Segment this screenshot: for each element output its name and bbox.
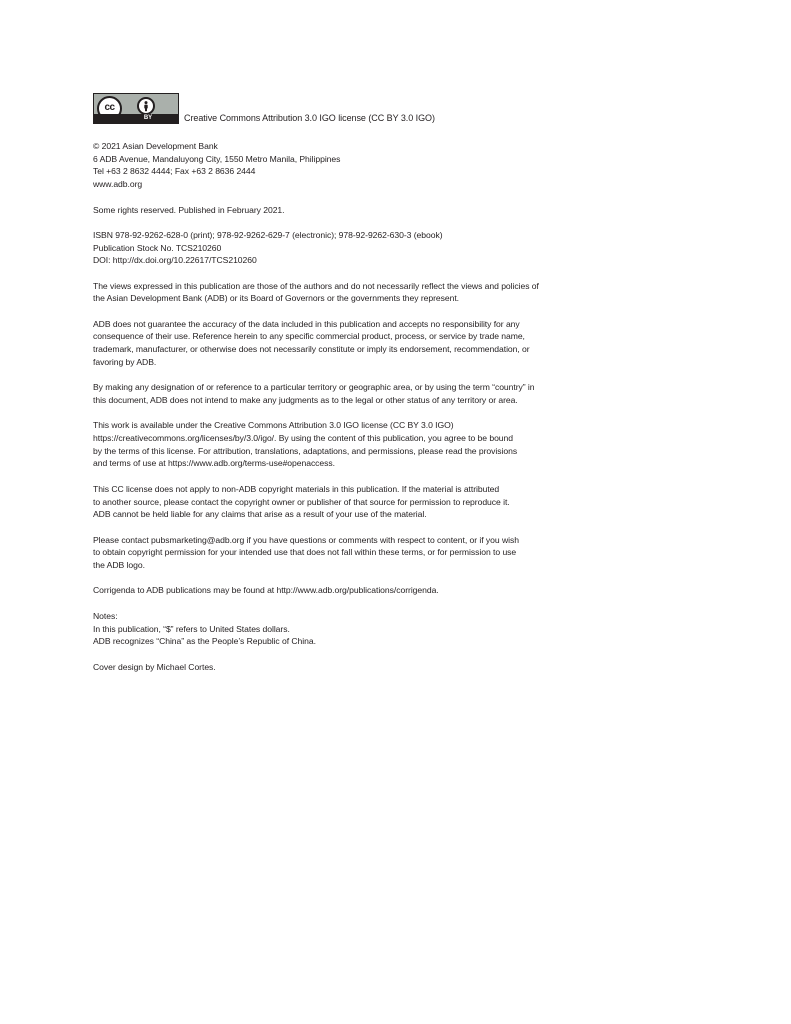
text-line: Please contact pubsmarketing@adb.org if you have questions or comments with respect to content, or if you wish [93, 534, 519, 545]
text-line: The views expressed in this publication are those of the authors and do not necessarily reflect the views and policies of [93, 280, 539, 291]
badge-bottom-band [94, 114, 178, 123]
isbn-block [93, 229, 613, 267]
text-line: by the terms of this license. For attribution, translations, adaptations, and permissions, please read the provisions [93, 445, 518, 456]
copyright-page [93, 93, 613, 686]
cc-license-notice [93, 483, 613, 521]
corrigenda-notice [93, 584, 613, 597]
text-line: this document, ADB does not intend to make any judgments as to the legal or other status of any territory or area. [93, 394, 518, 405]
text-line: consequence of their use. Reference herein to any specific commercial product, process, or service by trade name, [93, 331, 525, 342]
designation-disclaimer [93, 381, 613, 406]
copyright-line: © 2021 Asian Development Bank [93, 141, 218, 151]
text-line: This work is available under the Creative Commons Attribution 3.0 IGO license (CC BY 3.0 IGO) [93, 420, 454, 431]
rights-line: Some rights reserved. Published in February 2021. [93, 204, 285, 215]
attribution-person-icon [137, 97, 155, 115]
note-item: ADB recognizes “China” as the People’s Republic of China. [93, 636, 316, 647]
text-line: to obtain copyright permission for your intended use that does not fall within these terms, or for permission to use [93, 547, 517, 558]
text-line: Corrigenda to ADB publications may be found at http://www.adb.org/publications/corrigenda. [93, 585, 439, 596]
text-line: https://creativecommons.org/licenses/by/3.0/igo/. By using the content of this publication, you agree to be bound [93, 433, 513, 444]
by-badge-text: BY [143, 115, 153, 121]
text-line: favoring by ADB. [93, 356, 157, 367]
license-row [93, 93, 613, 124]
stock-number-line: Publication Stock No. TCS210260 [93, 242, 222, 253]
address-line: 6 ADB Avenue, Mandaluyong City, 1550 Metro Manila, Philippines [93, 153, 341, 164]
doi-line: DOI: http://dx.doi.org/10.22617/TCS210260 [93, 255, 257, 266]
cc-by-license-badge [93, 93, 179, 124]
availability-notice [93, 419, 613, 470]
isbn-line: ISBN 978-92-9262-628-0 (print); 978-92-9262-629-7 (electronic); 978-92-9262-630-3 (ebook) [93, 229, 443, 240]
text-line: the ADB logo. [93, 560, 145, 571]
guarantee-disclaimer [93, 318, 613, 369]
note-item: In this publication, “$” refers to United States dollars. [93, 623, 290, 634]
cover-credit [93, 661, 613, 674]
cc-badge-text: cc [104, 102, 115, 114]
text-line: trademark, manufacturer, or otherwise does not necessarily constitute or imply its endorsement, recommendation, or [93, 344, 530, 355]
text-line: ADB does not guarantee the accuracy of the data included in this publication and accepts no responsibility for any [93, 318, 520, 329]
publisher-block [93, 140, 613, 191]
text-line: By making any designation of or reference to a particular territory or geographic area, or by using the term “country” in [93, 382, 535, 393]
views-disclaimer [93, 280, 613, 305]
notes-block [93, 610, 613, 648]
phone-line: Tel +63 2 8632 4444; Fax +63 2 8636 2444 [93, 166, 256, 177]
text-line: and terms of use at https://www.adb.org/terms-use#openaccess. [93, 458, 335, 469]
website-line: www.adb.org [93, 179, 143, 190]
text-line: to another source, please contact the copyright owner or publisher of that source for permission to reproduce it. [93, 496, 510, 507]
contact-notice [93, 534, 613, 572]
license-title: Creative Commons Attribution 3.0 IGO license (CC BY 3.0 IGO) [184, 113, 435, 123]
rights-block [93, 204, 613, 217]
cover-credit-line: Cover design by Michael Cortes. [93, 661, 216, 672]
text-line: This CC license does not apply to non-ADB copyright materials in this publication. If the material is attributed [93, 483, 500, 494]
text-line: ADB cannot be held liable for any claims that arise as a result of your use of the material. [93, 509, 427, 520]
notes-heading: Notes: [93, 610, 118, 621]
text-line: the Asian Development Bank (ADB) or its Board of Governors or the governments they represent. [93, 293, 460, 304]
